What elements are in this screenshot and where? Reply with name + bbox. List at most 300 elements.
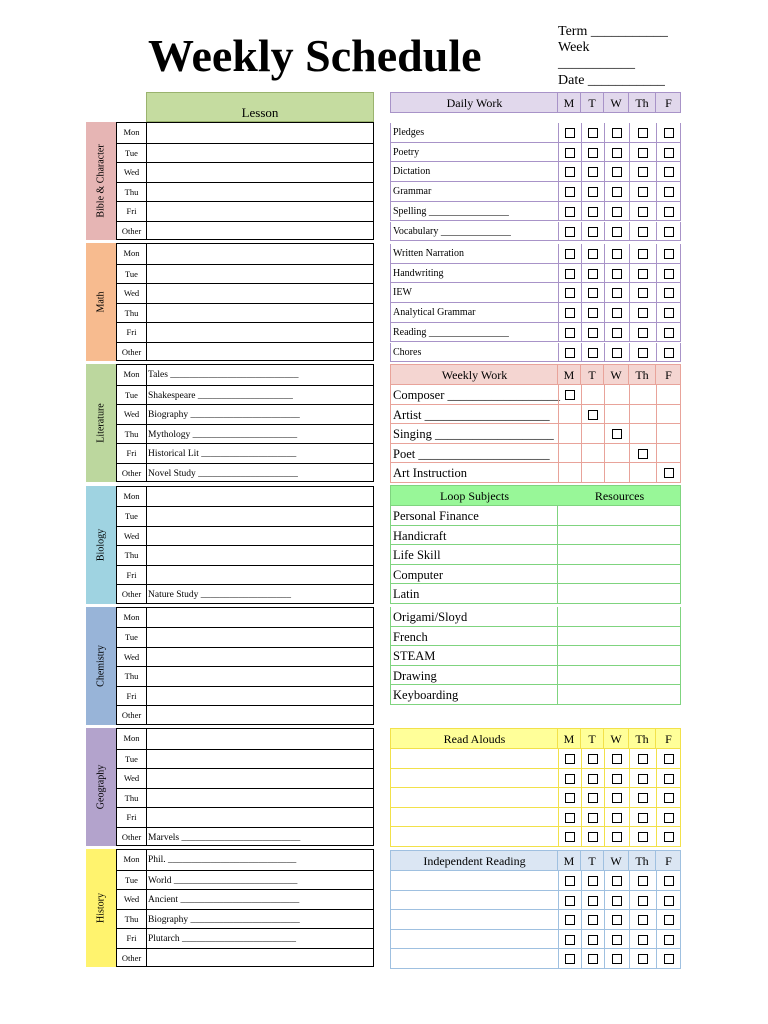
lesson-entry[interactable]: Historical Lit ____________________ [148, 449, 297, 460]
checkbox[interactable] [565, 308, 575, 318]
checkbox[interactable] [565, 128, 575, 138]
checkbox[interactable] [638, 813, 648, 823]
checkbox[interactable] [638, 328, 648, 338]
grid-line [629, 123, 630, 142]
grid-line [558, 123, 559, 142]
subject-band [86, 728, 116, 846]
checkbox[interactable] [588, 167, 598, 177]
checkbox[interactable] [588, 896, 598, 906]
checkbox[interactable] [612, 915, 622, 925]
grid-line [629, 871, 630, 890]
lesson-row[interactable] [117, 909, 373, 929]
checkbox[interactable] [638, 167, 648, 177]
day-label: Thu [117, 546, 147, 565]
row-label: Art Instruction [393, 466, 467, 481]
tracker-row[interactable] [390, 182, 681, 202]
tracker-row[interactable] [390, 202, 681, 222]
lesson-row[interactable] [117, 201, 373, 221]
checkbox[interactable] [638, 128, 648, 138]
grid-line [629, 244, 630, 263]
checkbox[interactable] [612, 754, 622, 764]
tracker-row[interactable] [390, 910, 681, 930]
grid-line [656, 162, 657, 181]
lesson-row[interactable] [117, 705, 373, 725]
checkbox[interactable] [664, 793, 674, 803]
checkbox[interactable] [565, 754, 575, 764]
tracker-row[interactable] [390, 385, 681, 405]
grid-line [558, 244, 559, 263]
grid-line [629, 222, 630, 241]
grid-line [656, 444, 657, 463]
checkbox[interactable] [588, 348, 598, 358]
tracker-row[interactable] [390, 283, 681, 303]
grid-line [604, 244, 605, 263]
checkbox[interactable] [638, 954, 648, 964]
lesson-entry[interactable]: Nature Study ___________________ [148, 590, 292, 601]
weekday-header: W [603, 93, 628, 112]
checkbox[interactable] [565, 187, 575, 197]
tracker-row[interactable] [390, 891, 681, 911]
checkbox[interactable] [612, 813, 622, 823]
tracker-row[interactable] [390, 646, 681, 666]
grid-line [629, 323, 630, 342]
lesson-row[interactable] [117, 807, 373, 827]
checkbox[interactable] [565, 876, 575, 886]
grid-line [629, 385, 630, 404]
checkbox[interactable] [612, 128, 622, 138]
page-title: Weekly Schedule [148, 30, 482, 81]
checkbox[interactable] [638, 832, 648, 842]
day-label: Mon [117, 608, 147, 628]
grid-line [629, 182, 630, 201]
grid-line [581, 202, 582, 221]
subject-band [86, 122, 116, 240]
lesson-row[interactable] [117, 506, 373, 526]
lesson-row[interactable] [117, 264, 373, 284]
grid-line [581, 143, 582, 162]
checkbox[interactable] [638, 187, 648, 197]
checkbox[interactable] [638, 269, 648, 279]
lesson-row[interactable] [117, 322, 373, 342]
grid-line [581, 162, 582, 181]
lesson-row[interactable] [117, 627, 373, 647]
checkbox[interactable] [638, 308, 648, 318]
subject-band [86, 243, 116, 361]
lesson-row[interactable] [117, 463, 373, 483]
checkbox[interactable] [565, 896, 575, 906]
lesson-entry[interactable]: Biography _______________________ [148, 914, 300, 925]
grid-line [604, 202, 605, 221]
lesson-block [116, 122, 374, 240]
checkbox[interactable] [664, 328, 674, 338]
checkbox[interactable] [612, 793, 622, 803]
checkbox[interactable] [612, 269, 622, 279]
lesson-row[interactable] [117, 749, 373, 769]
grid-line [629, 162, 630, 181]
tracker-row[interactable] [390, 545, 681, 565]
lesson-entry[interactable]: Plutarch ________________________ [148, 934, 297, 945]
grid-line [656, 424, 657, 443]
day-label: Mon [117, 729, 147, 749]
tracker-row[interactable] [390, 584, 681, 604]
lesson-block [116, 243, 374, 361]
tracker-row[interactable] [390, 405, 681, 425]
tracker-row[interactable] [390, 930, 681, 950]
grid-line [656, 405, 657, 424]
checkbox[interactable] [565, 390, 575, 400]
grid-line [656, 930, 657, 949]
grid-line [557, 506, 558, 525]
checkbox[interactable] [664, 915, 674, 925]
lesson-entry[interactable]: Mythology ______________________ [148, 429, 298, 440]
checkbox[interactable] [588, 954, 598, 964]
checkbox[interactable] [565, 249, 575, 259]
day-label: Fri [117, 687, 147, 706]
grid-line [558, 343, 559, 362]
grid-line [656, 769, 657, 788]
checkbox[interactable] [588, 148, 598, 158]
checkbox[interactable] [565, 328, 575, 338]
grid-line [629, 444, 630, 463]
grid-line [558, 808, 559, 827]
grid-line [629, 202, 630, 221]
lesson-row[interactable] [117, 424, 373, 444]
checkbox[interactable] [565, 935, 575, 945]
checkbox[interactable] [638, 249, 648, 259]
checkbox[interactable] [612, 148, 622, 158]
tracker-row[interactable] [390, 303, 681, 323]
lesson-row[interactable] [117, 584, 373, 604]
checkbox[interactable] [565, 954, 575, 964]
lesson-row[interactable] [117, 928, 373, 948]
lesson-entry[interactable]: Ancient _________________________ [148, 895, 300, 906]
checkbox[interactable] [638, 754, 648, 764]
lesson-row[interactable] [117, 404, 373, 424]
grid-line [581, 827, 582, 846]
grid-line [558, 143, 559, 162]
checkbox[interactable] [612, 774, 622, 784]
grid-line [581, 222, 582, 241]
lesson-row[interactable] [117, 850, 373, 870]
tracker-row[interactable] [390, 143, 681, 163]
checkbox[interactable] [638, 915, 648, 925]
lesson-row[interactable] [117, 948, 373, 968]
checkbox[interactable] [664, 935, 674, 945]
subject-name: Biology [95, 528, 107, 561]
checkbox[interactable] [664, 269, 674, 279]
checkbox[interactable] [565, 793, 575, 803]
grid-line [604, 385, 605, 404]
lesson-row[interactable] [117, 870, 373, 890]
grid-line [604, 910, 605, 929]
checkbox[interactable] [612, 429, 622, 439]
row-label: Personal Finance [393, 509, 479, 523]
grid-line [558, 769, 559, 788]
checkbox[interactable] [565, 288, 575, 298]
checkbox[interactable] [588, 876, 598, 886]
row-label: Origami/Sloyd [393, 610, 468, 624]
lesson-row[interactable] [117, 788, 373, 808]
grid-line [629, 303, 630, 322]
checkbox[interactable] [664, 249, 674, 259]
checkbox[interactable] [565, 915, 575, 925]
checkbox[interactable] [588, 227, 598, 237]
week-field[interactable]: ___________ [558, 56, 635, 71]
week-label: Week [558, 40, 590, 55]
lesson-entry[interactable]: Biography _______________________ [148, 410, 300, 421]
checkbox[interactable] [638, 227, 648, 237]
lesson-row[interactable] [117, 526, 373, 546]
grid-line [604, 283, 605, 302]
lesson-row[interactable] [117, 303, 373, 323]
checkbox[interactable] [612, 249, 622, 259]
checkbox[interactable] [588, 754, 598, 764]
checkbox[interactable] [664, 128, 674, 138]
checkbox[interactable] [612, 187, 622, 197]
day-label: Thu [117, 667, 147, 686]
lesson-row[interactable] [117, 182, 373, 202]
checkbox[interactable] [565, 269, 575, 279]
grid-line [656, 283, 657, 302]
checkbox[interactable] [612, 954, 622, 964]
subject-band [86, 849, 116, 967]
checkbox[interactable] [565, 148, 575, 158]
subject-name: History [95, 893, 107, 924]
checkbox[interactable] [664, 774, 674, 784]
tracker-row[interactable] [390, 444, 681, 464]
checkbox[interactable] [565, 832, 575, 842]
checkbox[interactable] [588, 249, 598, 259]
checkbox[interactable] [638, 876, 648, 886]
checkbox[interactable] [588, 935, 598, 945]
weekday-header: W [603, 851, 628, 870]
checkbox[interactable] [664, 348, 674, 358]
checkbox[interactable] [664, 308, 674, 318]
lesson-row[interactable] [117, 365, 373, 385]
checkbox[interactable] [638, 348, 648, 358]
checkbox[interactable] [588, 915, 598, 925]
term-field[interactable]: Term ___________ [558, 24, 668, 39]
grid-line [558, 827, 559, 846]
tracker-row[interactable] [390, 607, 681, 627]
lesson-row[interactable] [117, 244, 373, 264]
grid-line [581, 463, 582, 482]
checkbox[interactable] [638, 896, 648, 906]
day-label: Wed [117, 890, 147, 909]
checkbox[interactable] [565, 207, 575, 217]
lesson-row[interactable] [117, 686, 373, 706]
lesson-row[interactable] [117, 768, 373, 788]
checkbox[interactable] [664, 167, 674, 177]
checkbox[interactable] [588, 813, 598, 823]
lesson-row[interactable] [117, 889, 373, 909]
lesson-row[interactable] [117, 565, 373, 585]
grid-line [656, 123, 657, 142]
tracker-row[interactable] [390, 424, 681, 444]
tracker-row[interactable] [390, 565, 681, 585]
checkbox[interactable] [612, 348, 622, 358]
checkbox[interactable] [638, 935, 648, 945]
grid-line [656, 808, 657, 827]
section-title: Independent Reading [423, 854, 526, 868]
checkbox[interactable] [588, 288, 598, 298]
checkbox[interactable] [664, 288, 674, 298]
grid-line [656, 303, 657, 322]
checkbox[interactable] [588, 328, 598, 338]
checkbox[interactable] [588, 269, 598, 279]
checkbox[interactable] [565, 774, 575, 784]
day-label: Wed [117, 405, 147, 424]
checkbox[interactable] [638, 793, 648, 803]
tracker-row[interactable] [390, 666, 681, 686]
lesson-row[interactable] [117, 283, 373, 303]
day-label: Thu [117, 304, 147, 323]
lesson-entry[interactable]: Shakespeare ____________________ [148, 390, 293, 401]
checkbox[interactable] [664, 754, 674, 764]
checkbox[interactable] [664, 148, 674, 158]
grid-line [557, 666, 558, 685]
lesson-row[interactable] [117, 443, 373, 463]
tracker-row[interactable] [390, 222, 681, 242]
checkbox[interactable] [565, 813, 575, 823]
checkbox[interactable] [588, 308, 598, 318]
row-label: Reading ________________ [393, 326, 509, 338]
grid-line [581, 891, 582, 910]
grid-line [604, 162, 605, 181]
lesson-row[interactable] [117, 221, 373, 241]
checkbox[interactable] [612, 207, 622, 217]
tracker-row[interactable] [390, 685, 681, 705]
checkbox[interactable] [664, 187, 674, 197]
checkbox[interactable] [612, 832, 622, 842]
tracker-row[interactable] [390, 788, 681, 808]
checkbox[interactable] [638, 774, 648, 784]
lesson-row[interactable] [117, 647, 373, 667]
lesson-row[interactable] [117, 342, 373, 362]
grid-line [558, 264, 559, 283]
tracker-row[interactable] [390, 769, 681, 789]
checkbox[interactable] [588, 128, 598, 138]
checkbox[interactable] [612, 288, 622, 298]
checkbox[interactable] [612, 227, 622, 237]
checkbox[interactable] [565, 167, 575, 177]
checkbox[interactable] [664, 896, 674, 906]
lesson-row[interactable] [117, 385, 373, 405]
checkbox[interactable] [638, 207, 648, 217]
lesson-entry[interactable]: Novel Study _____________________ [148, 468, 298, 479]
checkbox[interactable] [664, 227, 674, 237]
checkbox[interactable] [664, 468, 674, 478]
checkbox[interactable] [664, 207, 674, 217]
checkbox[interactable] [588, 207, 598, 217]
grid-line [604, 788, 605, 807]
tracker-row[interactable] [390, 506, 681, 526]
day-label: Other [117, 585, 147, 604]
tracker-row[interactable] [390, 162, 681, 182]
checkbox[interactable] [565, 348, 575, 358]
checkbox[interactable] [588, 774, 598, 784]
checkbox[interactable] [612, 308, 622, 318]
tracker-row[interactable] [390, 808, 681, 828]
tracker-row[interactable] [390, 627, 681, 647]
grid-line [604, 871, 605, 890]
grid-line [604, 405, 605, 424]
lesson-entry[interactable]: Tales ___________________________ [148, 370, 299, 381]
lesson-row[interactable] [117, 827, 373, 847]
grid-line [629, 930, 630, 949]
checkbox[interactable] [638, 449, 648, 459]
checkbox[interactable] [588, 187, 598, 197]
lesson-row[interactable] [117, 162, 373, 182]
lesson-entry[interactable]: Marvels _________________________ [148, 832, 301, 843]
grid-line [656, 749, 657, 768]
subject-name: Bible & Character [95, 144, 107, 218]
tracker-row[interactable] [390, 949, 681, 969]
lesson-row[interactable] [117, 666, 373, 686]
tracker-row[interactable] [390, 827, 681, 847]
lesson-entry[interactable]: Phil. ___________________________ [148, 855, 297, 866]
checkbox[interactable] [565, 227, 575, 237]
tracker-row[interactable] [390, 526, 681, 546]
grid-line [604, 182, 605, 201]
checkbox[interactable] [664, 813, 674, 823]
checkbox[interactable] [612, 876, 622, 886]
row-label: Spelling ________________ [393, 205, 509, 217]
tracker-row[interactable] [390, 463, 681, 483]
tracker-row[interactable] [390, 323, 681, 343]
checkbox[interactable] [664, 876, 674, 886]
date-field[interactable]: Date ___________ [558, 73, 665, 88]
checkbox[interactable] [612, 167, 622, 177]
grid-line [558, 891, 559, 910]
section-header [390, 364, 681, 385]
lesson-row[interactable] [117, 545, 373, 565]
checkbox[interactable] [612, 935, 622, 945]
checkbox[interactable] [588, 793, 598, 803]
grid-line [604, 323, 605, 342]
lesson-row[interactable] [117, 143, 373, 163]
tracker-row[interactable] [390, 244, 681, 264]
grid-line [581, 788, 582, 807]
tracker-row[interactable] [390, 343, 681, 363]
checkbox[interactable] [638, 288, 648, 298]
grid-line [604, 827, 605, 846]
tracker-row[interactable] [390, 264, 681, 284]
lesson-row[interactable] [117, 487, 373, 507]
grid-line [629, 769, 630, 788]
checkbox[interactable] [664, 954, 674, 964]
row-label: Drawing [393, 668, 437, 683]
checkbox[interactable] [612, 328, 622, 338]
lesson-row[interactable] [117, 729, 373, 749]
section-header [390, 92, 681, 113]
lesson-entry[interactable]: World __________________________ [148, 875, 298, 886]
checkbox[interactable] [588, 410, 598, 420]
checkbox[interactable] [638, 148, 648, 158]
tracker-row[interactable] [390, 871, 681, 891]
checkbox[interactable] [612, 896, 622, 906]
row-label: Latin [393, 587, 420, 602]
checkbox[interactable] [588, 832, 598, 842]
tracker-row[interactable] [390, 749, 681, 769]
day-label: Fri [117, 323, 147, 342]
tracker-row[interactable] [390, 123, 681, 143]
lesson-row[interactable] [117, 608, 373, 628]
grid-line [581, 930, 582, 949]
checkbox[interactable] [664, 832, 674, 842]
lesson-row[interactable] [117, 123, 373, 143]
grid-line [656, 182, 657, 201]
